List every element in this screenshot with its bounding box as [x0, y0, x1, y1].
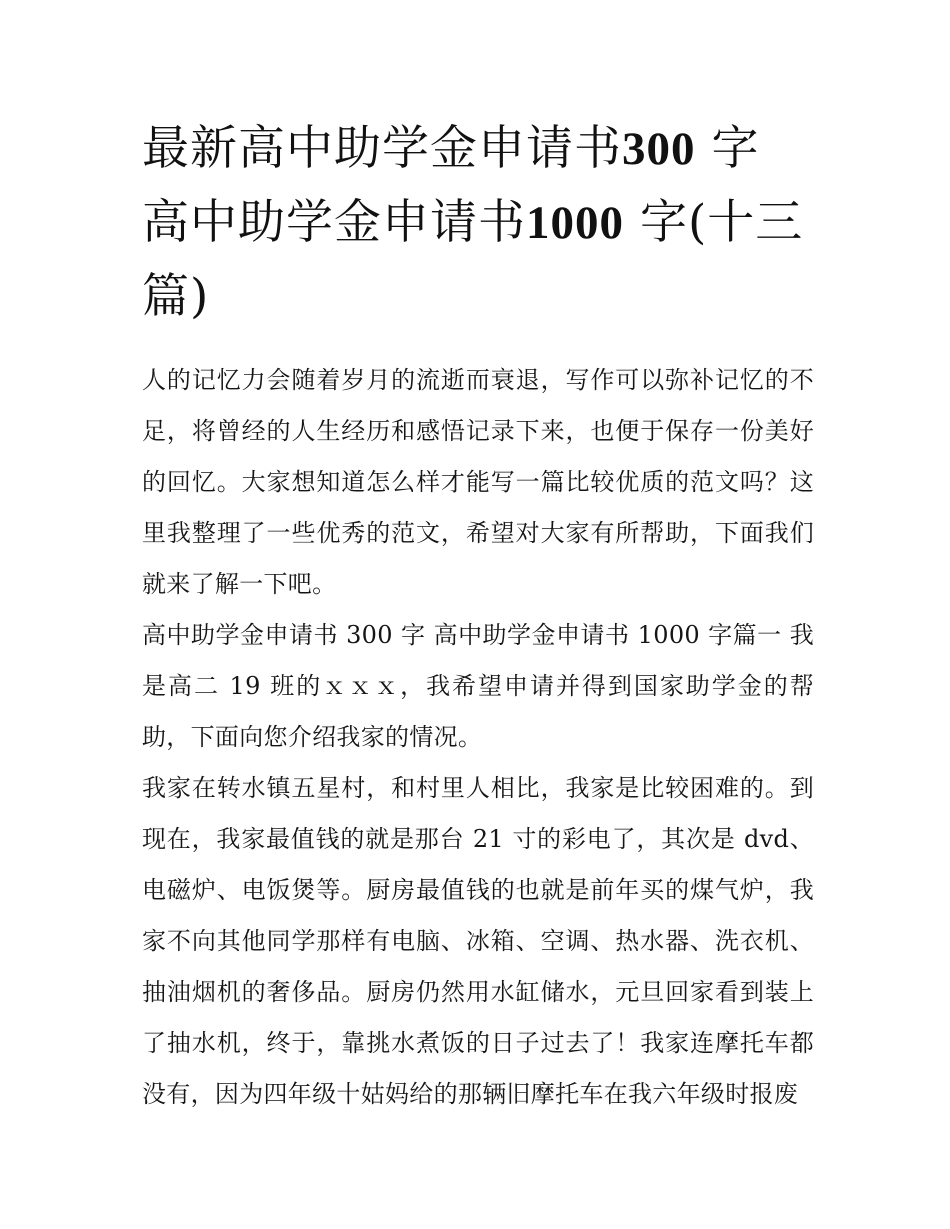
- title-text-2: 字: [695, 121, 760, 176]
- title-number-2: 1000: [526, 197, 624, 249]
- body-paragraph-2: 我家在转水镇五星村，和村里人相比，我家是比较困难的。到现在，我家最值钱的就是那台 21 寸的彩电了，其次是 dvd、电磁炉、电饭煲等。厨房最值钱的也就是前年买的煤气炉，我家不向其他同学那样有电脑、冰箱、空调、热水器、洗衣机、抽油烟机的奢侈品。厨房仍然用水缸储水，元旦回家看到装上了抽水机，终于，靠挑水煮饭的日子过去了！我家连摩托车都没有，因为四年级十姑妈给的那辆旧摩托车在我六年级时报废: [142, 774, 814, 1108]
- title-text-4: 字(十三篇): [142, 195, 804, 324]
- document-title: [142, 112, 814, 333]
- intro-paragraph: 人的记忆力会随着岁月的流逝而衰退，写作可以弥补记忆的不足，将曾经的人生经历和感悟记录下来，也便于保存一份美好的回忆。大家想知道怎么样才能写一篇比较优质的范文吗？这里我整理了一些优秀的范文，希望对大家有所帮助，下面我们就来了解一下吧。: [142, 366, 814, 598]
- title-text-1: 最新高中助学金申请书: [142, 121, 622, 176]
- title-number-1: 300: [622, 123, 696, 175]
- title-text-3: 高中助学金申请书: [142, 195, 526, 250]
- body-paragraph-1: 高中助学金申请书 300 字 高中助学金申请书 1000 字篇一 我是高二 19 班的ｘｘｘ，我希望申请并得到国家助学金的帮助，下面向您介绍我家的情况。: [142, 621, 814, 751]
- document-page: [142, 112, 814, 1120]
